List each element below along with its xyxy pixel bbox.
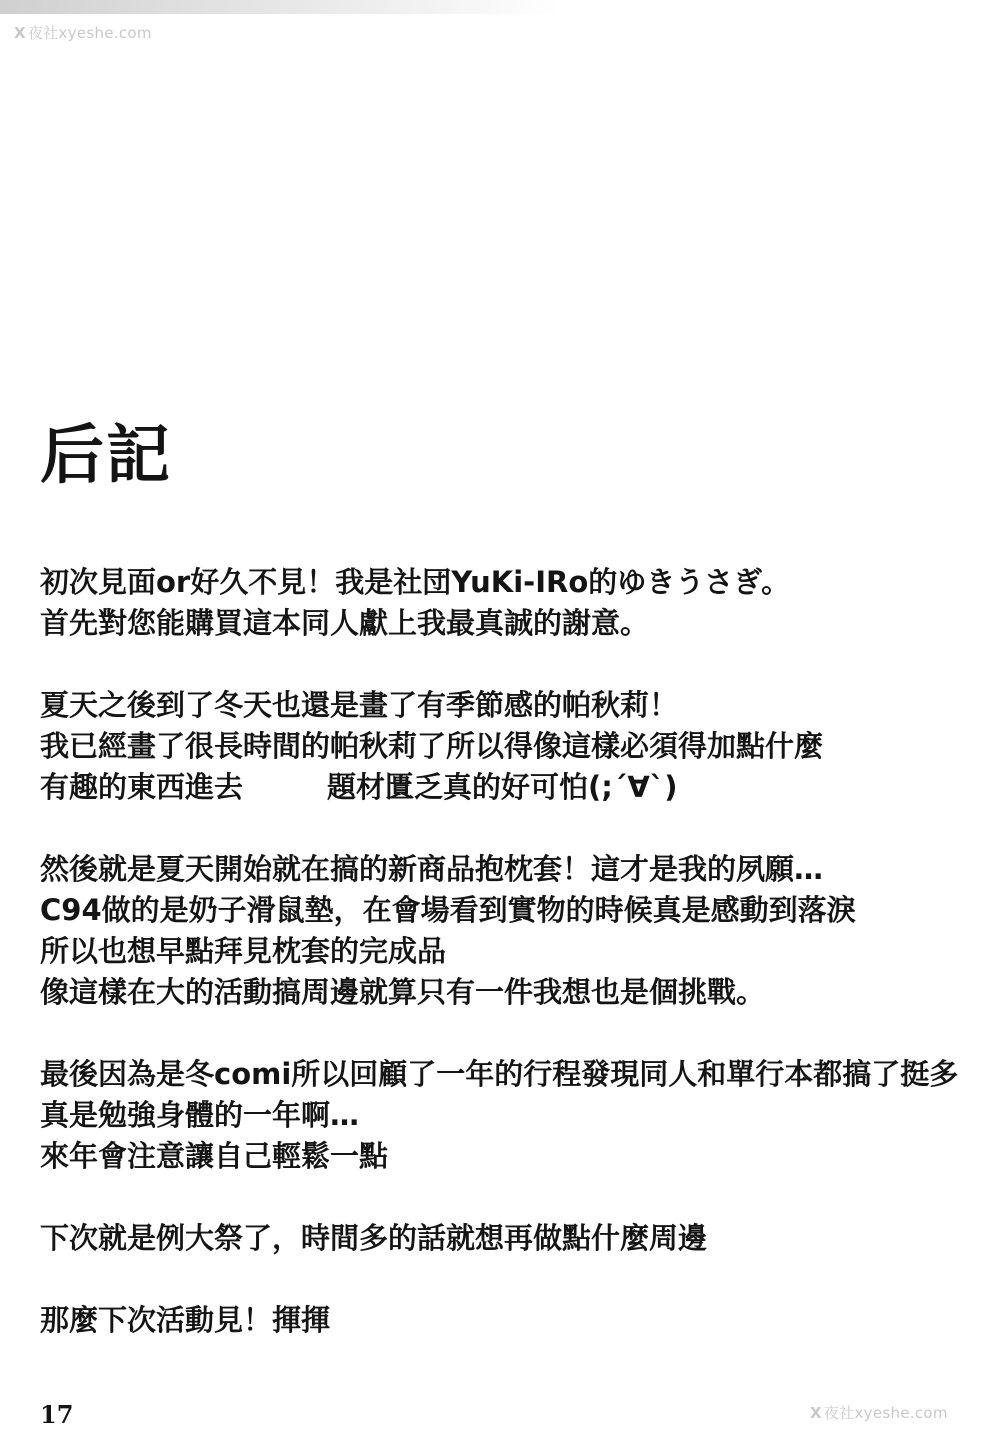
watermark-top: [14, 22, 152, 43]
paragraph-gap: [40, 1259, 990, 1300]
text-line: 我已經畫了很長時間的帕秋莉了所以得像這樣必須得加點什麼: [40, 729, 824, 763]
text-line: 真是勉強身體的一年啊…: [40, 1098, 360, 1132]
afterword-heading: 后記: [40, 419, 172, 493]
afterword-body: [40, 562, 990, 1341]
text-line: 像這樣在大的活動搞周邊就算只有一件我想也是個挑戰。: [40, 975, 766, 1009]
text-line: 那麼下次活動見！揮揮: [40, 1303, 331, 1337]
text-line: 夏天之後到了冬天也還是畫了有季節感的帕秋莉！: [40, 688, 679, 722]
paragraph-gap: [40, 644, 990, 685]
paragraph-gap: [40, 1177, 990, 1218]
text-line-right: 題材匱乏真的好可怕(;´∀`): [327, 770, 678, 804]
scan-artifact: [0, 0, 560, 14]
watermark-x-icon: X: [14, 24, 26, 42]
text-line: C94做的是奶子滑鼠墊，在會場看到實物的時候真是感動到落淚: [40, 893, 856, 927]
paragraph-gap: [40, 1013, 990, 1054]
text-line: 然後就是夏天開始就在搞的新商品抱枕套！這才是我的夙願…: [40, 852, 824, 886]
text-line: 初次見面or好久不見！我是社団YuKi-IRo的ゆきうさぎ。: [40, 565, 791, 599]
watermark-text: 夜社xyeshe.com: [823, 1404, 948, 1422]
text-line: 所以也想早點拜見枕套的完成品: [40, 934, 447, 968]
watermark-bottom: [810, 1402, 948, 1423]
page-number: 17: [40, 1400, 74, 1429]
text-line-left: 有趣的東西進去: [40, 770, 244, 804]
text-line-split: [40, 767, 990, 808]
text-line: 下次就是例大祭了，時間多的話就想再做點什麼周邊: [40, 1221, 708, 1255]
text-line: 首先對您能購買這本同人獻上我最真誠的謝意。: [40, 606, 650, 640]
watermark-text: 夜社xyeshe.com: [27, 24, 152, 42]
paragraph-gap: [40, 808, 990, 849]
text-line: 最後因為是冬comi所以回顧了一年的行程發現同人和單行本都搞了挺多: [40, 1057, 959, 1091]
text-line: 來年會注意讓自己輕鬆一點: [40, 1139, 389, 1173]
watermark-x-icon: X: [810, 1404, 822, 1422]
